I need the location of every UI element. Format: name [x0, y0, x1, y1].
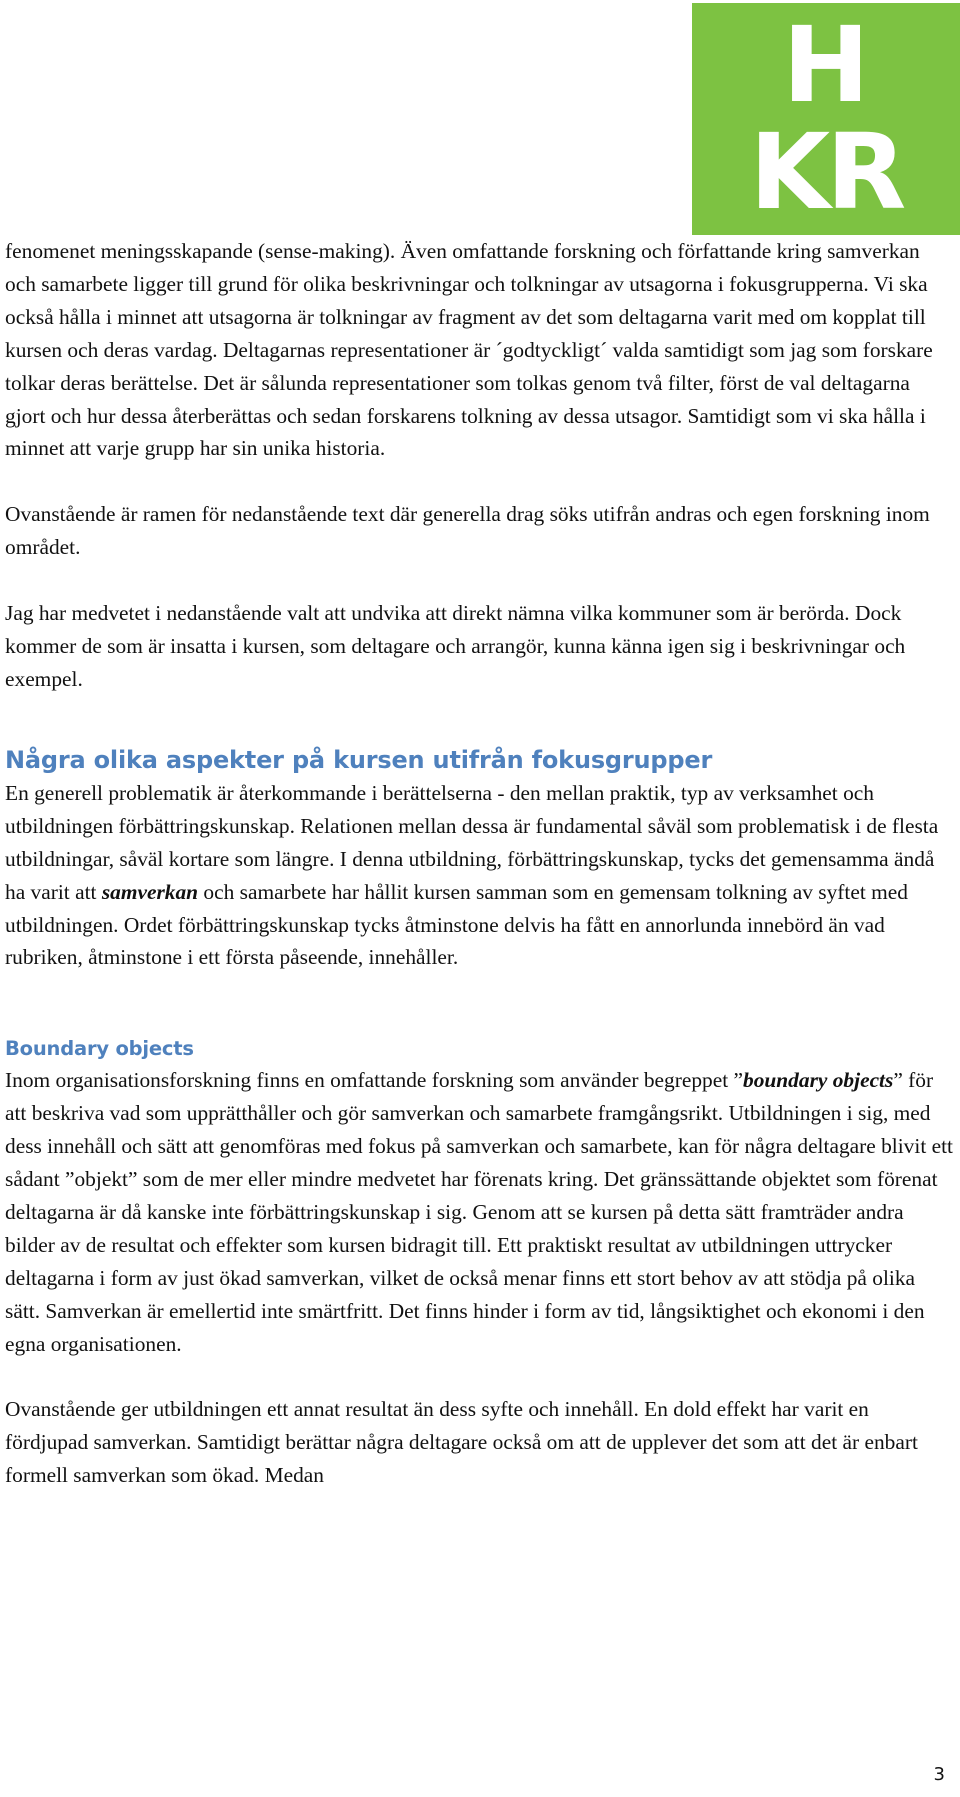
paragraph-intro: fenomenet meningsskapande (sense-making). Även omfattande forskning och författande kring samverkan och samarbete ligger till grund för olika beskrivningar och tolkningar av utsagorna i fokusgrupperna. Vi ska också hålla i minnet att utsagorna är tolkningar av fragment av det som deltagarna varit med om kopplat till kursen och deras vardag. Deltagarnas representationer är ´godtyckligt´ valda samtidigt som jag som forskare tolkar deras berättelse. Det är sålunda representationer som tolkas genom två filter, först de val deltagarna gjort och hur dessa återberättas och sedan forskarens tolkning av dessa utsagor. Samtidigt som vi ska hålla i minnet att varje grupp har sin unika historia.: [5, 239, 933, 461]
paragraph-municipalities: Jag har medvetet i nedanstående valt att undvika att direkt nämna vilka kommuner som är berörda. Dock kommer de som är insatta i kursen, som deltagare och arrangör, kunna känna igen sig i beskrivningar och exempel.: [5, 601, 906, 691]
emphasis-boundary-objects: boundary objects: [743, 1068, 894, 1093]
paragraph-result: Ovanstående ger utbildningen ett annat resultat än dess syfte och innehåll. En dold effekt har varit en fördjupad samverkan. Samtidigt berättar några deltagare också om att de upplever det som att det är enbart formell samverkan som ökad. Medan: [5, 1397, 918, 1488]
emphasis-samverkan: samverkan: [101, 879, 199, 904]
paragraph-course-aspects: [5, 777, 955, 974]
paragraph-boundary-objects: [5, 1064, 955, 1360]
text-span: och samarbete har hållit kursen samman som en gemensam tolkning av syftet med utbildningen. Ordet förbättringskunskap tycks åtminstone delvis ha fått en annorlunda innebörd än vad rubriken, åtminstone i ett första påseende, innehåller.: [5, 879, 908, 970]
paragraph-framework: Ovanstående är ramen för nedanstående text där generella drag söks utifrån andras och egen forskning inom området.: [5, 502, 930, 560]
text-span: Inom organisationsforskning finns en omfattande forskning som använder begreppet ”: [5, 1068, 743, 1093]
heading-course-aspects: Några olika aspekter på kursen utifrån fokusgrupper: [5, 745, 713, 774]
heading-boundary-objects: Boundary objects: [5, 1037, 194, 1061]
logo-letters-bottom: KR: [749, 111, 903, 233]
text-span: ” för att beskriva vad som upprätthåller och gör samverkan och samarbete framgångsrikt. Utbildningen i sig, med dess innehåll och sätt att genomföras med fokus på samverkan och samarbete, kan för några deltagare blivit ett sådant ”objekt” som de mer eller mindre medvetet har förenats kring. Det gränssättande objektet som förenat deltagarna är då kanske inte förbättringskunskap i sig. Genom att se kursen på detta sätt framträder andra bilder av de resultat och effekter som kursen bidragit till. Ett praktiskt resultat av utbildningen uttrycker deltagarna i form av just ökad samverkan, vilket de också menar finns ett stort behov av att stödja på olika sätt. Samverkan är emellertid inte smärtfritt. Det finns hinder i form av tid, långsiktighet och ekonomi i den egna organisationen.: [5, 1068, 953, 1356]
document-body: [5, 235, 955, 1492]
page-number: 3: [933, 1764, 945, 1785]
text-span: En generell problematik är återkommande i berättelserna - den mellan praktik, typ av verksamhet och utbildningen förbättringskunskap. Relationen mellan dessa är fundamental såväl som problematisk i de flesta utbildningar, såväl kortare som längre. I denna utbildning, förbättringskunskap, tycks det gemensamma ändå ha varit att: [5, 780, 939, 904]
logo-letters-top: H: [782, 4, 870, 126]
hkr-logo: [692, 3, 960, 235]
